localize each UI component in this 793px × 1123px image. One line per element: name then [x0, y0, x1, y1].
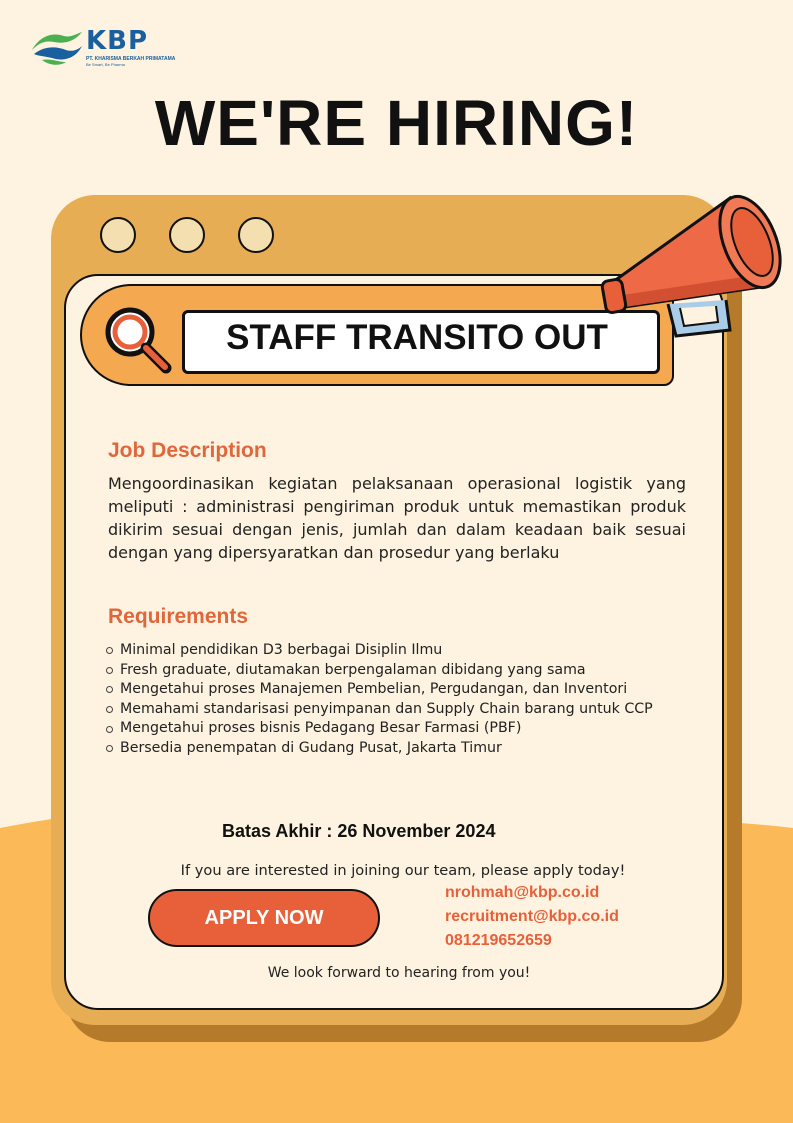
page-headline: WE'RE HIRING! — [154, 87, 639, 159]
logo-subline: Be Smart, Be Pharma — [86, 62, 125, 67]
apply-now-button[interactable]: APPLY NOW — [148, 889, 380, 947]
requirements-list — [106, 641, 716, 759]
application-deadline: Batas Akhir : 26 November 2024 — [222, 821, 496, 841]
list-item: Minimal pendidikan D3 berbagai Disiplin Ilmu — [106, 641, 716, 661]
list-item: Mengetahui proses bisnis Pedagang Besar Farmasi (PBF) — [106, 719, 716, 739]
bullet-icon — [106, 745, 113, 752]
bullet-icon — [106, 686, 113, 693]
bullet-icon — [106, 706, 113, 713]
contact-email-1[interactable]: nrohmah@kbp.co.id — [445, 884, 600, 901]
job-description-text: Mengoordinasikan kegiatan pelaksanaan operasional logistik yang meliputi : administrasi pengiriman produk untuk memastikan produk dikirim sesuai dengan jenis, jumlah dan dalam keadaan baik sesuai dengan yang dipersyaratkan dan prosedur yang berlaku — [108, 474, 686, 562]
magnifier-icon — [100, 302, 172, 374]
bullet-icon — [106, 647, 113, 654]
company-logo — [30, 26, 176, 70]
window-dot-3 — [238, 217, 274, 253]
list-item: Mengetahui proses Manajemen Pembelian, Pergudangan, dan Inventori — [106, 680, 716, 700]
job-title: STAFF TRANSITO OUT — [226, 318, 608, 357]
list-item: Fresh graduate, diutamakan berpengalaman dibidang yang sama — [106, 661, 716, 681]
list-item: Memahami standarisasi penyimpanan dan Supply Chain barang untuk CCP — [106, 700, 716, 720]
contact-phone[interactable]: 081219652659 — [445, 932, 552, 949]
requirements-heading: Requirements — [108, 605, 249, 628]
job-description-heading: Job Description — [108, 439, 267, 462]
logo-tagline: PT. KHARISMA BERKAH PRIMATAMA — [86, 56, 176, 62]
window-dot-2 — [169, 217, 205, 253]
interest-text: If you are interested in joining our team, please apply today! — [180, 862, 626, 879]
kbp-logo-icon — [30, 28, 84, 68]
megaphone-icon — [598, 176, 793, 356]
logo-wordmark: KBP — [86, 26, 149, 56]
contact-email-2[interactable]: recruitment@kbp.co.id — [445, 908, 619, 925]
closing-text: We look forward to hearing from you! — [267, 965, 531, 981]
bullet-icon — [106, 726, 113, 733]
window-dot-1 — [100, 217, 136, 253]
bullet-icon — [106, 667, 113, 674]
list-item: Bersedia penempatan di Gudang Pusat, Jakarta Timur — [106, 739, 716, 759]
